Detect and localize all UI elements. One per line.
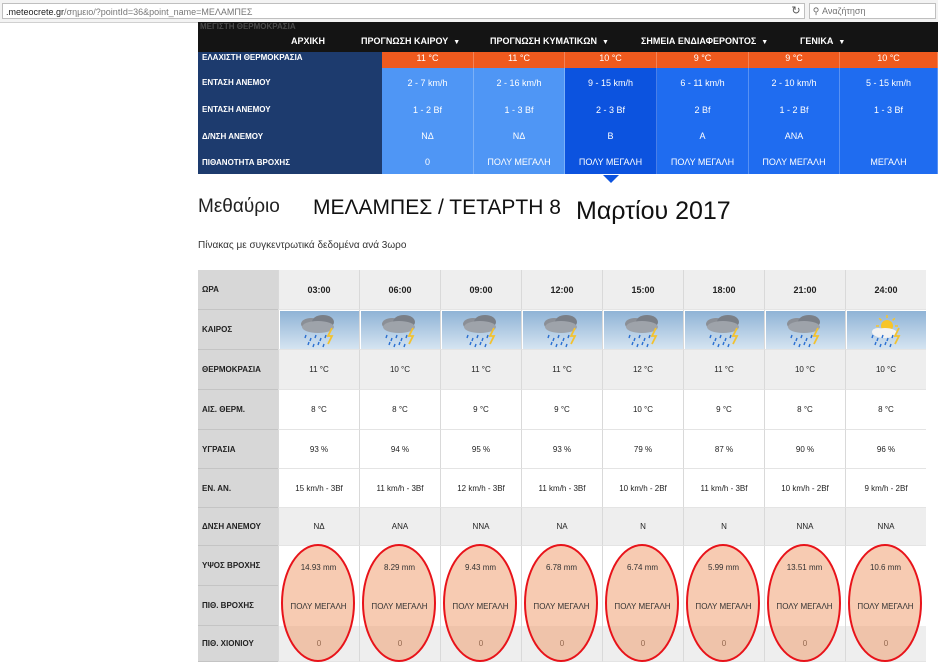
table-cell xyxy=(440,350,521,390)
table-cell xyxy=(683,350,764,390)
daily-cell: 2 - 3 Bf xyxy=(565,95,657,122)
cell-value: 11 °C xyxy=(309,365,329,374)
daily-cell: ΠΟΛΥ ΜΕΓΑΛΗ xyxy=(474,148,565,174)
cell-value: ΝΝΑ xyxy=(472,522,490,531)
daily-row-wind-dir xyxy=(198,122,938,148)
row-label: ΑΙΣ. ΘΕΡΜ. xyxy=(198,390,278,430)
row-label: ΥΨΟΣ ΒΡΟΧΗΣ xyxy=(198,546,278,586)
search-input[interactable] xyxy=(822,6,922,16)
table-cell xyxy=(278,469,359,508)
cell-value: 11 km/h - 3Bf xyxy=(538,483,586,493)
table-cell xyxy=(440,390,521,430)
browser-toolbar xyxy=(0,0,938,23)
table-cell xyxy=(683,390,764,430)
table-cell xyxy=(521,430,602,469)
table-row-temp xyxy=(198,350,926,390)
address-bar[interactable] xyxy=(2,3,805,19)
row-label: ΩΡΑ xyxy=(198,270,278,310)
table-cell xyxy=(845,508,926,546)
day-heading: Μεθαύριο xyxy=(198,196,280,217)
rain-thunder-icon xyxy=(766,311,845,349)
table-cell xyxy=(764,430,845,469)
nav-item-label: ΠΡΟΓΝΩΣΗ ΚΥΜΑΤΙΚΩΝ xyxy=(490,36,597,46)
daily-cell: Α xyxy=(657,122,749,148)
cell-value: 12 km/h - 3Bf xyxy=(457,483,505,493)
table-cell xyxy=(764,350,845,390)
cell-value: ΝΝΑ xyxy=(796,522,814,531)
table-cell xyxy=(521,350,602,390)
selected-day-pointer xyxy=(603,175,619,183)
table-cell xyxy=(602,390,683,430)
cell-value: 11 °C xyxy=(552,365,572,374)
row-label: ΔΝΣΗ ΑΝΕΜΟΥ xyxy=(198,508,278,546)
daily-cell: 2 - 10 km/h xyxy=(749,68,840,95)
rain-thunder-icon xyxy=(604,311,683,349)
daily-cell: 6 - 11 km/h xyxy=(657,68,749,95)
table-cell xyxy=(602,270,683,310)
nav-item[interactable] xyxy=(361,22,460,52)
nav-item[interactable] xyxy=(800,22,845,52)
daily-cell: ΝΔ xyxy=(474,122,565,148)
table-cell xyxy=(521,390,602,430)
rain-amount: 14.93 mm xyxy=(300,563,337,572)
cell-value: ΝΝΑ xyxy=(877,522,895,531)
table-cell xyxy=(278,270,359,310)
rain-probability: ΠΟΛΥ ΜΕΓΑΛΗ xyxy=(371,602,428,611)
rain-thunder-icon xyxy=(280,311,359,349)
main-nav xyxy=(198,22,938,52)
nav-item-label: ΓΕΝΙΚΑ xyxy=(800,36,834,46)
cell-value: 9 °C xyxy=(716,405,732,414)
cell-value: ΝΑ xyxy=(556,522,568,531)
table-cell xyxy=(440,469,521,508)
chevron-down-icon: ▼ xyxy=(453,39,461,46)
rain-probability: ΠΟΛΥ ΜΕΓΑΛΗ xyxy=(695,602,752,611)
cell-value: 90 % xyxy=(795,444,815,454)
table-row-feel xyxy=(198,390,926,430)
table-cell xyxy=(521,270,602,310)
cell-value: ΝΔ xyxy=(313,522,325,531)
sun-cloud-thunder-icon xyxy=(847,311,926,349)
cell-value: ΑΝΑ xyxy=(391,522,409,531)
reload-icon[interactable]: ↻ xyxy=(791,5,801,17)
month-heading: Μαρτίου 2017 xyxy=(576,197,731,225)
nav-item-label: ΣΗΜΕΙΑ ΕΝΔΙΑΦΕΡΟΝΤΟΣ xyxy=(641,36,757,46)
daily-cell: 9 °C xyxy=(749,52,840,68)
cell-value: 8 °C xyxy=(878,405,894,414)
table-cell xyxy=(278,350,359,390)
rain-amount: 10.6 mm xyxy=(869,563,902,572)
row-label: ΕΝ. ΑΝ. xyxy=(198,469,278,508)
daily-row-min-temp xyxy=(198,52,938,68)
daily-row-wind-bf xyxy=(198,95,938,122)
rain-thunder-icon xyxy=(685,311,764,349)
cell-value: 15:00 xyxy=(631,284,655,295)
daily-cell: 1 - 3 Bf xyxy=(474,95,565,122)
daily-cell: ΝΔ xyxy=(382,122,474,148)
table-row-hour xyxy=(198,270,926,310)
nav-item[interactable] xyxy=(641,22,768,52)
cell-value: 18:00 xyxy=(712,284,736,295)
table-row-wind xyxy=(198,469,926,508)
daily-cell: 2 - 7 km/h xyxy=(382,68,474,95)
table-cell xyxy=(602,350,683,390)
daily-row-label: ΕΝΤΑΣΗ ΑΝΕΜΟΥ xyxy=(198,95,382,122)
table-cell xyxy=(683,508,764,546)
url-domain: .meteocrete.gr xyxy=(6,7,65,17)
cell-value: 93 % xyxy=(552,444,572,454)
weather-cell xyxy=(278,310,359,350)
daily-cell: Β xyxy=(565,122,657,148)
nav-item[interactable] xyxy=(490,22,609,52)
table-cell xyxy=(764,469,845,508)
rain-amount: 6.78 mm xyxy=(545,563,578,572)
rain-probability: ΠΟΛΥ ΜΕΓΑΛΗ xyxy=(452,602,509,611)
cell-value: 79 % xyxy=(633,444,653,454)
table-cell xyxy=(521,508,602,546)
table-cell xyxy=(602,430,683,469)
cell-value: 15 km/h - 3Bf xyxy=(295,483,343,493)
cell-value: Ν xyxy=(640,522,646,531)
cell-value: 10 °C xyxy=(875,365,897,374)
rain-amount: 6.74 mm xyxy=(626,563,659,572)
cell-value: 96 % xyxy=(876,444,896,454)
table-cell xyxy=(359,508,440,546)
cell-value: 9 °C xyxy=(473,405,489,414)
daily-cell: ΑΝΑ xyxy=(749,122,840,148)
weather-cell xyxy=(359,310,440,350)
cell-value: 09:00 xyxy=(469,284,493,295)
cell-value: 8 °C xyxy=(311,405,327,414)
table-cell xyxy=(521,469,602,508)
table-row-weather xyxy=(198,310,926,350)
table-cell xyxy=(440,270,521,310)
table-cell xyxy=(278,508,359,546)
cell-value: 8 °C xyxy=(797,405,813,414)
chevron-down-icon: ▼ xyxy=(838,39,846,46)
cell-value: 10 km/h - 2Bf xyxy=(619,483,667,493)
rain-amount: 9.43 mm xyxy=(464,563,497,572)
daily-cell: 9 - 15 km/h xyxy=(565,68,657,95)
cell-value: 10 km/h - 2Bf xyxy=(781,483,829,493)
place-heading: ΜΕΛΑΜΠΕΣ / ΤΕΤΑΡΤΗ 8 xyxy=(313,196,561,219)
cell-value: 10 °C xyxy=(794,365,816,374)
weather-cell xyxy=(521,310,602,350)
table-cell xyxy=(683,430,764,469)
nav-item[interactable] xyxy=(291,22,325,52)
cell-value: 21:00 xyxy=(793,284,817,295)
rain-probability: ΠΟΛΥ ΜΕΓΑΛΗ xyxy=(857,602,914,611)
cell-value: 9 °C xyxy=(554,405,570,414)
table-subtitle: Πίνακας με συγκεντρωτικά δεδομένα ανά 3ωρο xyxy=(198,240,407,251)
rain-amount: 5.99 mm xyxy=(707,563,740,572)
daily-cell: 11 °C xyxy=(382,52,474,68)
cell-value: 24:00 xyxy=(874,284,898,295)
browser-search[interactable] xyxy=(809,3,936,19)
chevron-down-icon: ▼ xyxy=(602,39,609,46)
table-cell xyxy=(359,270,440,310)
daily-cell: ΜΕΓΑΛΗ xyxy=(840,148,938,174)
daily-cell: ΠΟΛΥ ΜΕΓΑΛΗ xyxy=(565,148,657,174)
rain-probability: ΠΟΛΥ ΜΕΓΑΛΗ xyxy=(290,602,347,611)
table-cell xyxy=(602,469,683,508)
cell-value: 11 km/h - 3Bf xyxy=(376,483,424,493)
table-cell xyxy=(440,508,521,546)
daily-cell: 1 - 2 Bf xyxy=(382,95,474,122)
cell-value: 87 % xyxy=(714,444,734,454)
table-cell xyxy=(845,350,926,390)
cell-value: 9 km/h - 2Bf xyxy=(864,483,908,493)
daily-cell: 0 xyxy=(382,148,474,174)
table-cell xyxy=(845,469,926,508)
cell-value: 03:00 xyxy=(307,284,331,295)
search-icon: ⚲ xyxy=(812,6,820,16)
cell-value: 11 °C xyxy=(471,365,491,374)
cell-value: 94 % xyxy=(390,444,410,454)
daily-row-label: ΠΙΘΑΝΟΤΗΤΑ ΒΡΟΧΗΣ xyxy=(198,148,382,174)
table-cell xyxy=(359,469,440,508)
row-label: ΠΙΘ. ΧΙΟΝΙΟΥ xyxy=(198,626,278,662)
cell-value: 10 °C xyxy=(389,365,411,374)
nav-item-label: ΑΡΧΙΚΗ xyxy=(291,36,326,46)
daily-row-rain-prob xyxy=(198,148,938,174)
cell-value: 11 °C xyxy=(714,365,734,374)
table-cell xyxy=(764,270,845,310)
table-cell xyxy=(845,270,926,310)
chevron-down-icon: ▼ xyxy=(761,39,769,46)
cell-value: 12 °C xyxy=(632,365,654,374)
cell-value: 10 °C xyxy=(632,405,654,414)
daily-cell: 5 - 15 km/h xyxy=(840,68,938,95)
weather-cell xyxy=(683,310,764,350)
nav-underlay-text: ΜΕΓΙΣΤΗ ΘΕΡΜΟΚΡΑΣΙΑ xyxy=(200,22,296,31)
daily-row-label: ΕΝΤΑΣΗ ΑΝΕΜΟΥ xyxy=(198,68,382,95)
rain-thunder-icon xyxy=(361,311,440,349)
cell-value: Ν xyxy=(721,522,727,531)
table-cell xyxy=(359,390,440,430)
daily-row-label: ΕΛΑΧΙΣΤΗ ΘΕΡΜΟΚΡΑΣΙΑ xyxy=(198,52,382,68)
daily-cell: ΠΟΛΥ ΜΕΓΑΛΗ xyxy=(749,148,840,174)
daily-cell: 10 °C xyxy=(565,52,657,68)
table-cell xyxy=(359,350,440,390)
url-path: /σημειο/?pointId=36&point_name=ΜΕΛΑΜΠΕΣ xyxy=(64,7,253,17)
cell-value: 93 % xyxy=(309,444,329,454)
table-cell xyxy=(683,270,764,310)
daily-cell: 2 - 16 km/h xyxy=(474,68,565,95)
cell-value: 95 % xyxy=(471,444,491,454)
daily-cell: 9 °C xyxy=(657,52,749,68)
cell-value: 8 °C xyxy=(392,405,408,414)
row-label: ΚΑΙΡΟΣ xyxy=(198,310,278,350)
rain-thunder-icon xyxy=(523,311,602,349)
weather-cell xyxy=(845,310,926,350)
table-row-humidity xyxy=(198,430,926,469)
daily-cell: 11 °C xyxy=(474,52,565,68)
table-cell xyxy=(764,390,845,430)
table-cell xyxy=(764,508,845,546)
daily-row-label: Δ/ΝΣΗ ΑΝΕΜΟΥ xyxy=(198,122,382,148)
table-cell xyxy=(278,390,359,430)
table-cell xyxy=(440,430,521,469)
nav-item-label: ΠΡΟΓΝΩΣΗ ΚΑΙΡΟΥ xyxy=(361,36,449,46)
table-cell xyxy=(359,430,440,469)
rain-amount: 8.29 mm xyxy=(383,563,416,572)
rain-probability: ΠΟΛΥ ΜΕΓΑΛΗ xyxy=(776,602,833,611)
weather-cell xyxy=(764,310,845,350)
daily-cell xyxy=(840,122,938,148)
rain-amount: 13.51 mm xyxy=(786,563,823,572)
table-cell xyxy=(845,430,926,469)
cell-value: 06:00 xyxy=(388,284,412,295)
daily-row-wind-kmh xyxy=(198,68,938,95)
rain-probability: ΠΟΛΥ ΜΕΓΑΛΗ xyxy=(614,602,671,611)
table-cell xyxy=(845,390,926,430)
weather-cell xyxy=(602,310,683,350)
table-cell xyxy=(683,469,764,508)
table-cell xyxy=(278,430,359,469)
daily-cell: 1 - 3 Bf xyxy=(840,95,938,122)
weather-cell xyxy=(440,310,521,350)
rain-probability: ΠΟΛΥ ΜΕΓΑΛΗ xyxy=(533,602,590,611)
table-cell xyxy=(602,508,683,546)
daily-cell: 2 Bf xyxy=(657,95,749,122)
row-label: ΘΕΡΜΟΚΡΑΣΙΑ xyxy=(198,350,278,390)
daily-cell: 1 - 2 Bf xyxy=(749,95,840,122)
rain-thunder-icon xyxy=(442,311,521,349)
table-row-wind-dir xyxy=(198,508,926,546)
cell-value: 12:00 xyxy=(550,284,574,295)
cell-value: 11 km/h - 3Bf xyxy=(700,483,748,493)
row-label: ΥΓΡΑΣΙΑ xyxy=(198,430,278,469)
daily-cell: 10 °C xyxy=(840,52,938,68)
daily-cell: ΠΟΛΥ ΜΕΓΑΛΗ xyxy=(657,148,749,174)
row-label: ΠΙΘ. ΒΡΟΧΗΣ xyxy=(198,586,278,626)
